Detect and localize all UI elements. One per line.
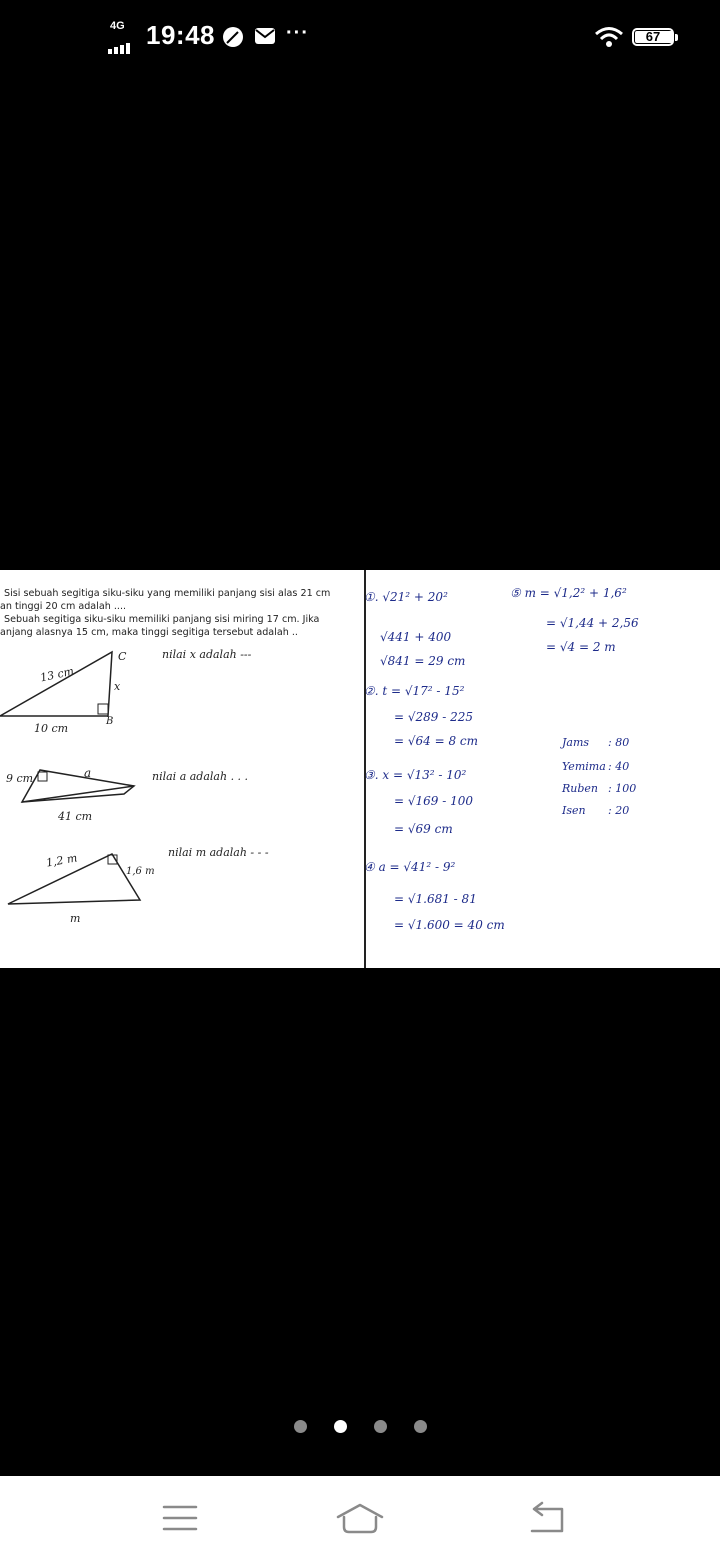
image-pager bbox=[0, 1420, 720, 1434]
pager-dot[interactable] bbox=[294, 1420, 307, 1433]
score-row bbox=[562, 782, 637, 804]
solution-5-line-1: ⑤ m = √1,2² + 1,6² bbox=[510, 586, 627, 600]
wifi-icon bbox=[594, 26, 624, 48]
triangle-2-base-label: 41 cm bbox=[58, 810, 93, 823]
solution-5-line-3: = √4 = 2 m bbox=[546, 640, 616, 654]
leaf-icon bbox=[222, 26, 244, 48]
score-value: : 80 bbox=[608, 736, 630, 749]
menu-icon bbox=[162, 1503, 198, 1533]
back-button[interactable] bbox=[518, 1496, 578, 1540]
pager-dot-active[interactable] bbox=[334, 1420, 347, 1433]
score-row bbox=[562, 736, 630, 760]
back-icon bbox=[528, 1501, 568, 1535]
right-angle-mark-2 bbox=[38, 772, 47, 781]
solution-1-line-1: ①. √21² + 20² bbox=[364, 590, 448, 604]
worksheet-image[interactable] bbox=[0, 570, 720, 968]
triangle-2 bbox=[22, 770, 134, 802]
score-name: Yemima bbox=[562, 760, 606, 773]
solution-4-line-1: ④ a = √41² - 9² bbox=[364, 860, 456, 874]
more-icon: ··· bbox=[286, 22, 309, 44]
triangle-1-hyp-label: 13 cm bbox=[39, 664, 76, 685]
triangle-1 bbox=[0, 652, 112, 716]
score-row bbox=[562, 804, 630, 826]
score-row bbox=[562, 760, 630, 782]
battery-level: 67 bbox=[645, 29, 661, 44]
pager-dot[interactable] bbox=[414, 1420, 427, 1433]
triangle-2-leg-label: 9 cm bbox=[6, 772, 34, 785]
solution-3-line-1: ③. x = √13² - 10² bbox=[364, 768, 467, 782]
navigation-bar bbox=[0, 1476, 720, 1560]
triangle-3-leg-label: 1,6 m bbox=[126, 866, 155, 877]
triangle-1-vertex-b: B bbox=[106, 716, 114, 727]
triangle-3-prompt: nilai m adalah - - - bbox=[168, 846, 269, 859]
menu-button[interactable] bbox=[150, 1496, 210, 1540]
triangle-1-prompt: nilai x adalah --- bbox=[162, 648, 252, 661]
solution-4-line-3: = √1.600 = 40 cm bbox=[394, 918, 505, 932]
home-icon bbox=[335, 1501, 385, 1535]
triangle-drawings bbox=[0, 570, 364, 968]
solution-1-line-3: √841 = 29 cm bbox=[380, 654, 466, 668]
solution-2-line-3: = √64 = 8 cm bbox=[394, 734, 479, 748]
question-4-line-1: Sisi sebuah segitiga siku-siku yang memiliki panjang sisi alas 21 cm bbox=[4, 588, 331, 599]
triangle-3-base-label: m bbox=[70, 912, 81, 925]
solution-4-line-2: = √1.681 - 81 bbox=[394, 892, 477, 906]
mail-icon bbox=[254, 26, 276, 46]
solution-2-line-2: = √289 - 225 bbox=[394, 710, 474, 724]
solution-1-line-2: √441 + 400 bbox=[380, 630, 452, 644]
score-name: Isen bbox=[562, 804, 586, 817]
score-name: Ruben bbox=[562, 782, 599, 795]
solution-3-line-3: = √69 cm bbox=[394, 822, 453, 836]
score-list bbox=[562, 736, 637, 826]
home-button[interactable] bbox=[330, 1496, 390, 1540]
battery-icon bbox=[632, 28, 674, 46]
question-4-line-2: an tinggi 20 cm adalah .... bbox=[0, 601, 127, 612]
question-5-line-2: anjang alasnya 15 cm, maka tinggi segitiga tersebut adalah .. bbox=[0, 627, 298, 638]
triangle-1-vertex-c: C bbox=[118, 650, 127, 663]
triangle-1-base-label: 10 cm bbox=[34, 722, 69, 735]
triangle-1-side-label: x bbox=[114, 680, 121, 693]
signal-icon bbox=[108, 22, 138, 48]
triangle-2-prompt: nilai a adalah . . . bbox=[152, 770, 249, 783]
network-type: 4G bbox=[110, 20, 125, 32]
triangle-2-side-label: a bbox=[84, 766, 92, 780]
solution-3-line-2: = √169 - 100 bbox=[394, 794, 474, 808]
clock: 19:48 bbox=[146, 20, 215, 50]
score-value: : 100 bbox=[608, 782, 637, 795]
score-value: : 20 bbox=[608, 804, 630, 817]
status-bar bbox=[0, 0, 720, 76]
score-value: : 40 bbox=[608, 760, 630, 773]
score-name: Jams bbox=[562, 736, 590, 749]
pager-dot[interactable] bbox=[374, 1420, 387, 1433]
question-5-line-1: Sebuah segitiga siku-siku memiliki panjang sisi miring 17 cm. Jika bbox=[4, 614, 320, 625]
solution-2-line-1: ②. t = √17² - 15² bbox=[364, 684, 465, 698]
right-angle-mark-1 bbox=[98, 704, 108, 714]
solution-5-line-2: = √1,44 + 2,56 bbox=[546, 616, 639, 630]
triangle-3-hyp-label: 1,2 m bbox=[45, 851, 79, 870]
